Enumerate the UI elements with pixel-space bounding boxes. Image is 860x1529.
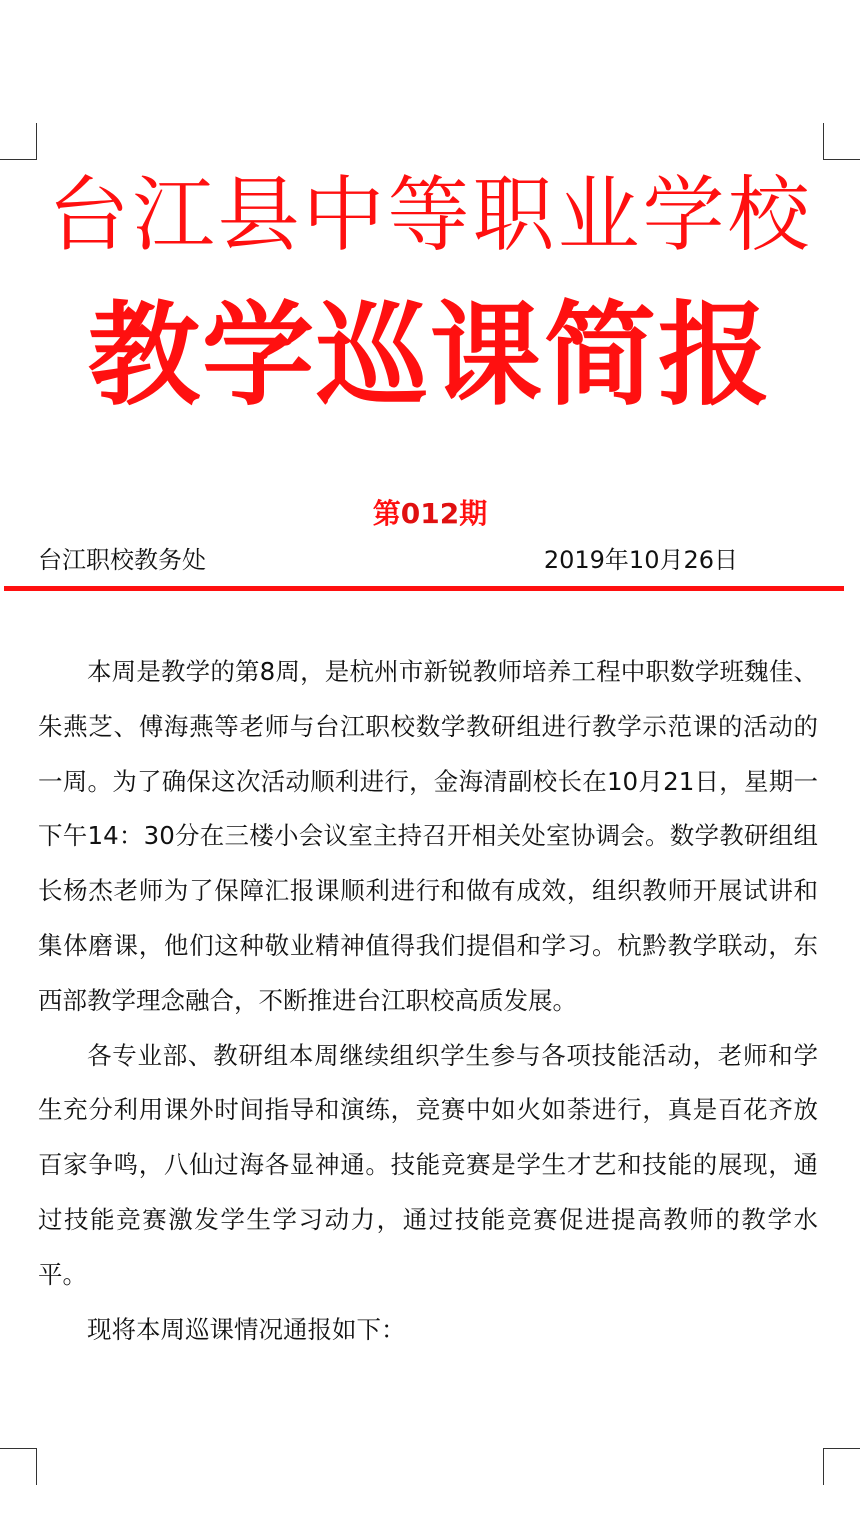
body-paragraph: 各专业部、教研组本周继续组织学生参与各项技能活动，老师和学生充分利用课外时间指导和演练，竞赛中如火如荼进行，真是百花齐放百家争鸣，八仙过海各显神通。技能竞赛是学生才艺和技能的展现，通过技能竞赛激发学生学习动力，通过技能竞赛促进提高教师的教学水平。	[38, 1040, 818, 1289]
issue-date: 2019年10月26日	[543, 546, 738, 574]
crop-mark-bottom-left	[0, 1448, 37, 1485]
red-divider-line	[4, 586, 844, 591]
body-paragraph: 本周是教学的第8周，是杭州市新锐教师培养工程中职数学班魏佳、朱燕芝、傅海燕等老师与台江职校数学教研组进行教学示范课的活动的一周。为了确保这次活动顺利进行，金海清副校长在10月21日，星期一下午14：30分在三楼小会议室主持召开相关处室协调会。数学教研组组长杨杰老师为了保障汇报课顺利进行和做有成效，组织教师开展试讲和集体磨课，他们这种敬业精神值得我们提倡和学习。杭黔教学联动，东西部教学理念融合，不断推进台江职校高质发展。	[38, 657, 818, 1015]
document-body	[38, 645, 818, 1357]
crop-mark-top-left	[0, 123, 37, 160]
school-name-heading: 台江县中等职业学校	[47, 168, 813, 263]
issue-prefix: 第	[372, 497, 401, 530]
issue-number	[0, 494, 860, 534]
crop-mark-top-right	[823, 123, 860, 160]
issuer-row	[38, 540, 738, 580]
crop-mark-bottom-right	[823, 1448, 860, 1485]
issuing-department: 台江职校教务处	[38, 546, 206, 574]
issue-suffix: 期	[459, 497, 488, 530]
body-paragraph: 现将本周巡课情况通报如下：	[87, 1314, 406, 1344]
issue-number-value: 012	[400, 497, 460, 530]
brief-title-heading: 教学巡课简报	[88, 291, 772, 421]
